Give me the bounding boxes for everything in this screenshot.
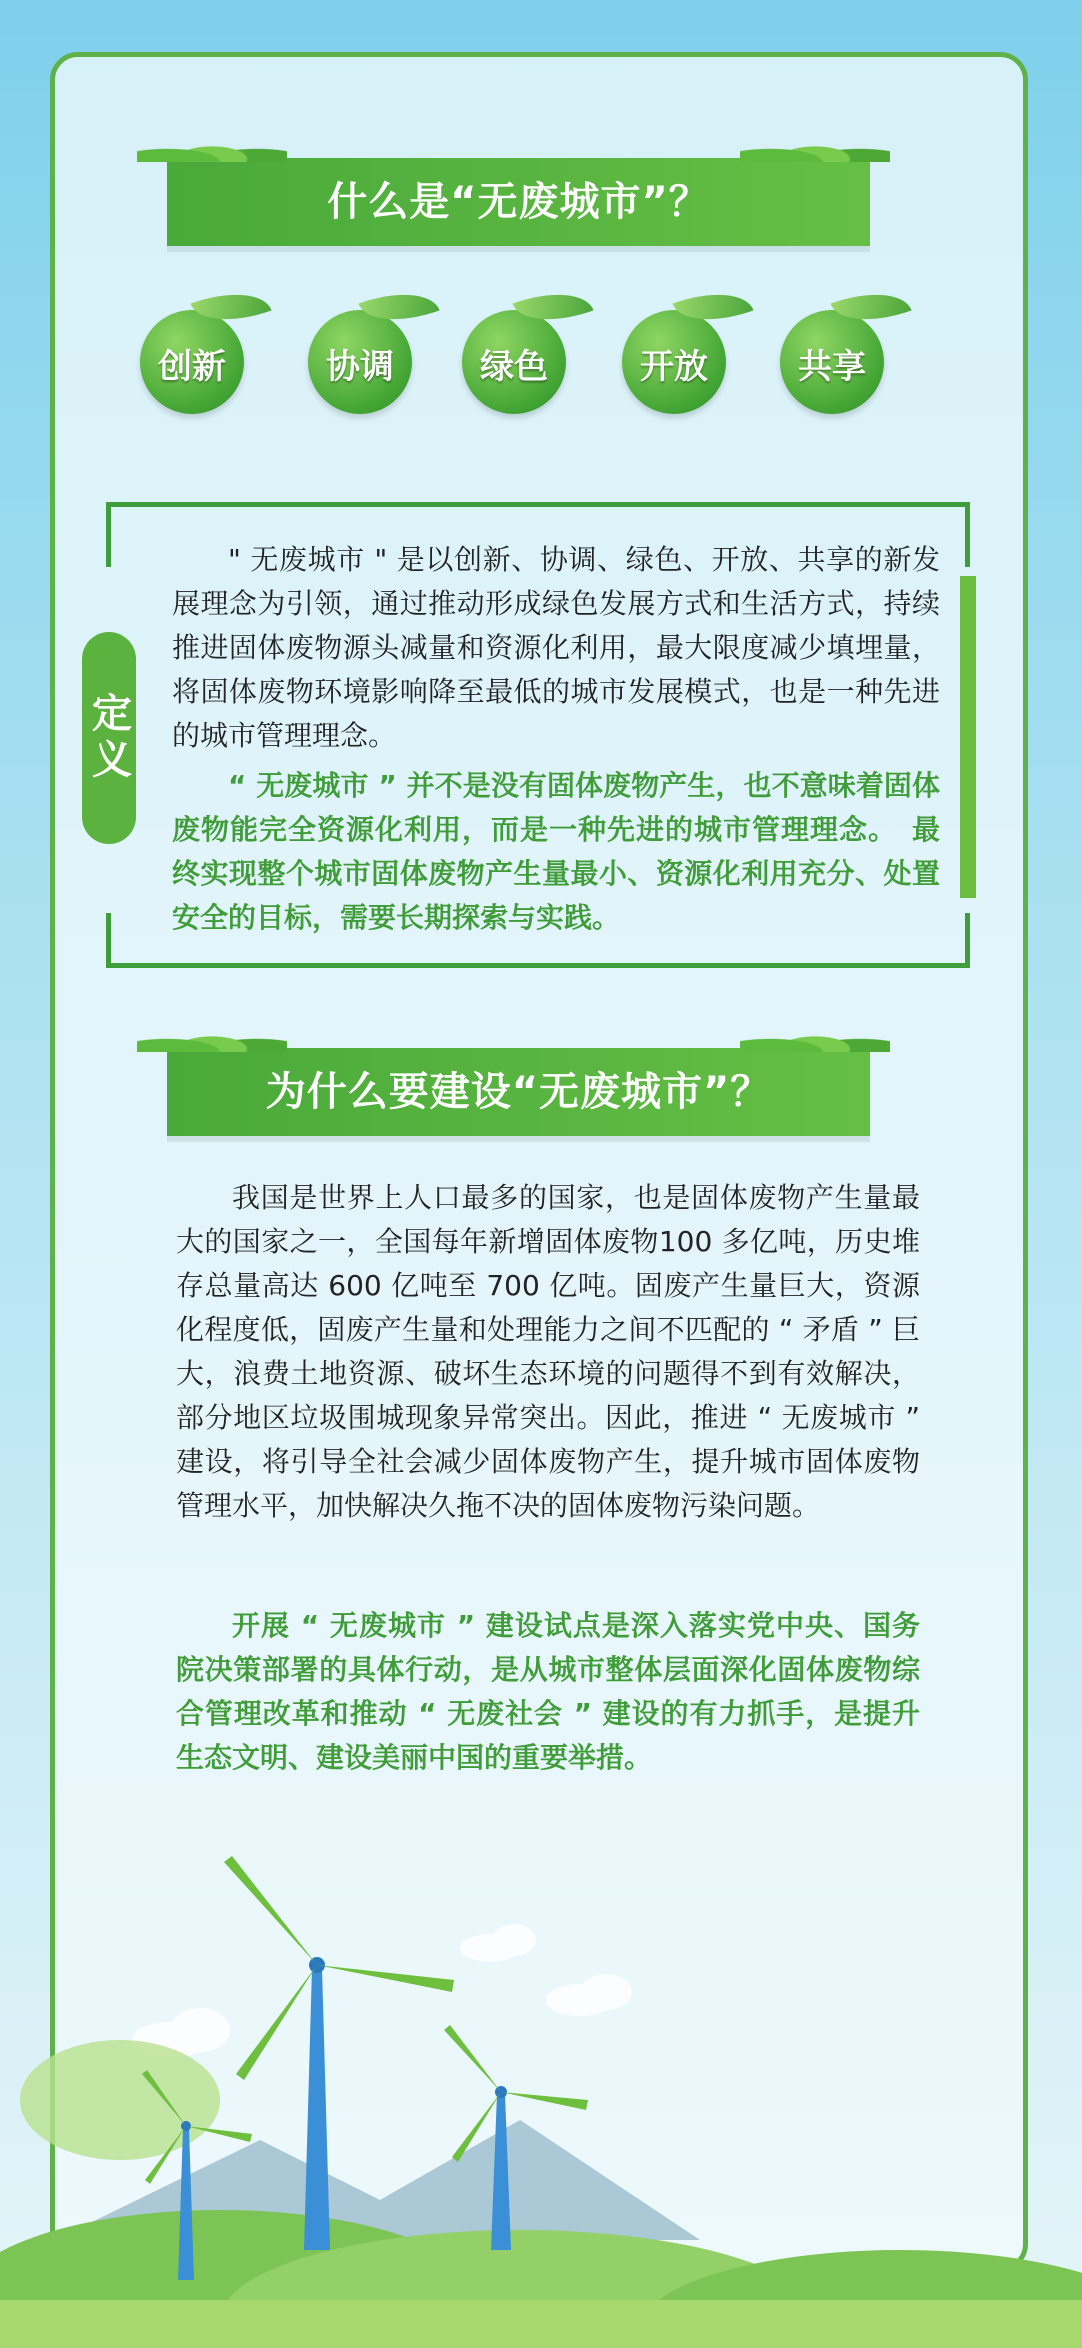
concept-label: 协调 (326, 347, 394, 387)
cloud-icon (132, 1924, 632, 2058)
why-paragraph-2: 开展 “ 无废城市 ” 建设试点是深入落实党中央、国务院决策部署的具体行动，是从城市整体层面深化固体废物综合管理改革和推动 “ 无废社会 ” 建设的有力抓手，是提升生态文明、建设美丽中国的重要举措。 (176, 1609, 920, 1774)
concept-label: 绿色 (480, 347, 548, 387)
hills (0, 2040, 1082, 2348)
banner-what: 什么是“无废城市”？ (167, 158, 870, 246)
concept-label: 创新 (158, 347, 226, 387)
definition-paragraph-2: “ 无废城市 ” 并不是没有固体废物产生，也不意味着固体废物能完全资源化利用，而是一种先进的城市管理理念。 最终实现整个城市固体废物产生量最小、资源化利用充分、处置安全的目标，需要长期探索与实践。 (172, 769, 940, 934)
definition-paragraph-1: " 无废城市 " 是以创新、协调、绿色、开放、共享的新发展理念为引领，通过推动形成绿色发展方式和生活方式，持续推进固体废物源头减量和资源化利用，最大限度减少填埋量，将固体废物环境影响降至最低的城市发展模式，也是一种先进的城市管理理念。 (172, 543, 940, 752)
concept-label: 共享 (798, 347, 866, 387)
definition-tag: 定义 (82, 632, 136, 844)
banner-why: 为什么要建设“无废城市”？ (167, 1048, 870, 1136)
why-paragraph-1: 我国是世界上人口最多的国家，也是固体废物产生量最大的国家之一，全国每年新增固体废物100 多亿吨，历史堆存总量高达 600 亿吨至 700 亿吨。固废产生量巨大，资源化程度低，固废产生量和处理能力之间不匹配的 “ 矛盾 ” 巨大，浪费土地资源、破坏生态环境的问题得不到有效解决，部分地区垃圾围城现象异常突出。因此，推进 “ 无废城市 ” 建设，将引导全社会减少固体废物产生，提升城市固体废物管理水平，加快解决久拖不决的固体废物污染问题。 (176, 1181, 920, 1522)
concept-label: 开放 (640, 347, 708, 387)
